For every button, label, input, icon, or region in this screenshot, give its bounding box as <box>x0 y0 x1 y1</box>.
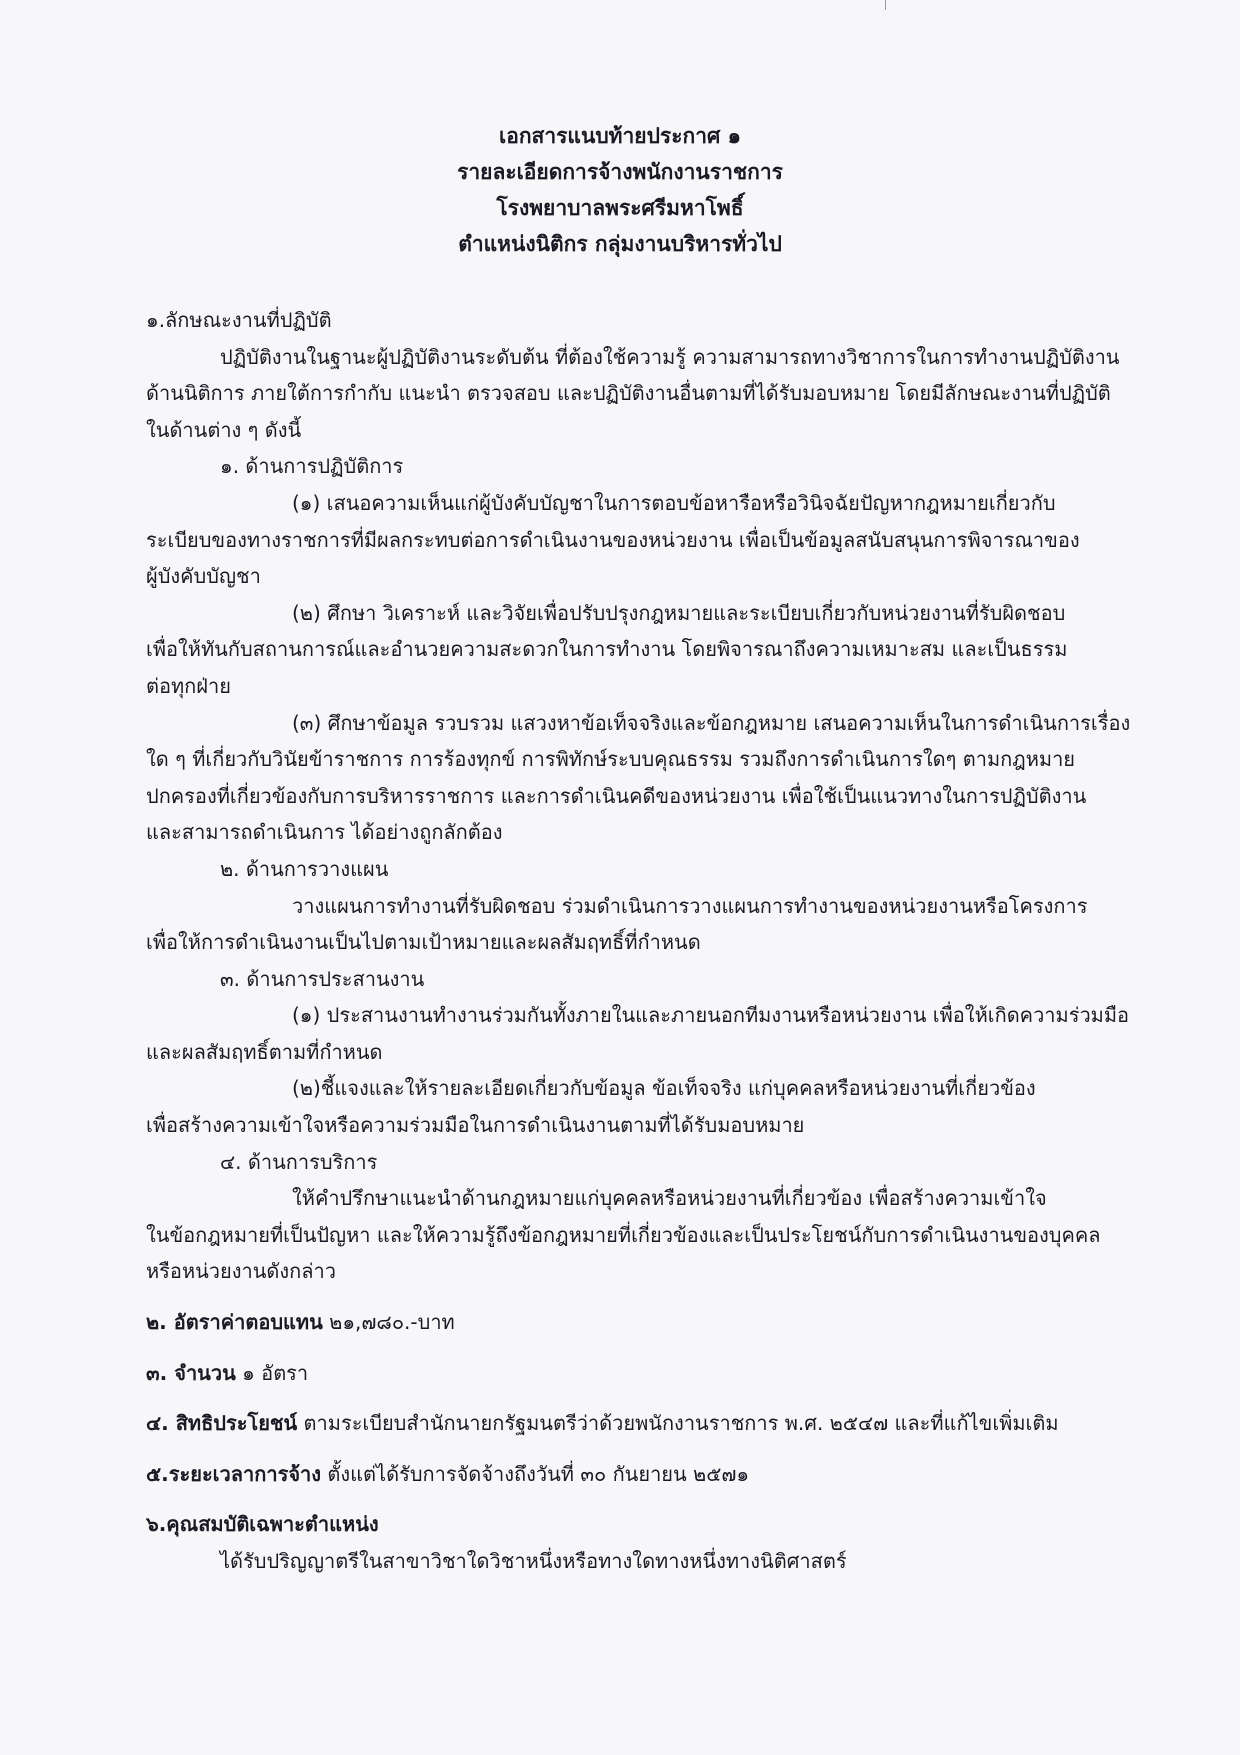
section-6-value: ได้รับปริญญาตรีในสาขาวิชาใดวิชาหนึ่งหรือทางใดทางหนึ่งทางนิติศาสตร์ <box>220 1549 847 1573</box>
section-5-label: ๕.ระยะเวลาการจ้าง <box>146 1461 322 1486</box>
section-6-heading: ๖.คุณสมบัติเฉพาะตำแหน่ง <box>146 1512 379 1537</box>
section-2-compensation <box>146 1304 1146 1341</box>
subsection-heading: ๒. ด้านการวางแผน <box>220 856 389 881</box>
paragraph-line: หรือหน่วยงานดังกล่าว <box>146 1259 336 1284</box>
title-line-1: เอกสารแนบท้ายประกาศ ๑ <box>499 124 741 148</box>
title-line-4: ตำแหน่งนิติกร กลุ่มงานบริหารทั่วไป <box>458 232 782 256</box>
scan-mark <box>885 0 886 10</box>
paragraph-line: วางแผนการทำงานที่รับผิดชอบ ร่วมดำเนินการวางแผนการทำงานของหน่วยงานหรือโครงการ <box>292 893 1088 918</box>
section-3-label: ๓. จำนวน <box>146 1360 236 1385</box>
subsection-heading: ๓. ด้านการประสานงาน <box>220 966 425 991</box>
paragraph-line: (๒)ชี้แจงและให้รายละเอียดเกี่ยวกับข้อมูล ข้อเท็จจริง แก่บุคคลหรือหน่วยงานที่เกี่ยวข้อง <box>292 1076 1036 1101</box>
paragraph-line: ในข้อกฎหมายที่เป็นปัญหา และให้ความรู้ถึงข้อกฎหมายที่เกี่ยวข้องและเป็นประโยชน์กับการดำเนินงานของบุคคล <box>146 1222 1101 1247</box>
paragraph-line: ปฏิบัติงานในฐานะผู้ปฏิบัติงานระดับต้น ที่ต้องใช้ความรู้ ความสามารถทางวิชาการในการทำงานปฏิบัติงาน <box>220 344 1120 369</box>
document-title <box>0 118 1240 262</box>
paragraph-line: และผลสัมฤทธิ์ตามที่กำหนด <box>146 1039 383 1064</box>
paragraph-line: ผู้บังคับบัญชา <box>146 564 261 589</box>
paragraph-line: ใด ๆ ที่เกี่ยวกับวินัยข้าราชการ การร้องทุกข์ การพิทักษ์ระบบคุณธรรม รวมถึงการดำเนินการใดๆ ตามกฎหมาย <box>146 747 1076 772</box>
paragraph-line: (๑) เสนอความเห็นแก่ผู้บังคับบัญชาในการตอบข้อหารือหรือวินิจฉัยปัญหากฎหมายเกี่ยวกับ <box>292 490 1056 515</box>
subsection-heading: ๔. ด้านการบริการ <box>220 1149 378 1174</box>
section-5-value: ตั้งแต่ได้รับการจัดจ้างถึงวันที่ ๓๐ กันยายน ๒๕๗๑ <box>327 1461 750 1486</box>
paragraph-line: ระเบียบของทางราชการที่มีผลกระทบต่อการดำเนินงานของหน่วยงาน เพื่อเป็นข้อมูลสนับสนุนการพิจารณาของ <box>146 527 1080 552</box>
section-2-value: ๒๑,๗๘๐.-บาท <box>329 1310 455 1335</box>
title-line-2: รายละเอียดการจ้างพนักงานราชการ <box>457 160 783 184</box>
section-5-period <box>146 1456 1146 1493</box>
paragraph-line: เพื่อให้การดำเนินงานเป็นไปตามเป้าหมายและผลสัมฤทธิ์ที่กำหนด <box>146 930 701 955</box>
paragraph-line: (๒) ศึกษา วิเคราะห์ และวิจัยเพื่อปรับปรุงกฎหมายและระเบียบเกี่ยวกับหน่วยงานที่รับผิดชอบ <box>292 600 1066 625</box>
section-2-label: ๒. อัตราค่าตอบแทน <box>146 1310 323 1335</box>
paragraph-line: ให้คำปรึกษาแนะนำด้านกฎหมายแก่บุคคลหรือหน่วยงานที่เกี่ยวข้อง เพื่อสร้างความเข้าใจ <box>292 1186 1047 1211</box>
paragraph-line: ในด้านต่าง ๆ ดังนี้ <box>146 417 302 442</box>
paragraph-line: และสามารถดำเนินการ ได้อย่างถูกลักต้อง <box>146 820 503 845</box>
paragraph-line: เพื่อสร้างความเข้าใจหรือความร่วมมือในการดำเนินงานตามที่ได้รับมอบหมาย <box>146 1113 805 1138</box>
paragraph-line: (๑) ประสานงานทำงานร่วมกันทั้งภายในและภายนอกทีมงานหรือหน่วยงาน เพื่อให้เกิดความร่วมมือ <box>292 1003 1130 1028</box>
paragraph-line: ต่อทุกฝ่าย <box>146 673 231 698</box>
paragraph-line: (๓) ศึกษาข้อมูล รวบรวม แสวงหาข้อเท็จจริงและข้อกฎหมาย เสนอความเห็นในการดำเนินการเรื่อง <box>292 710 1131 735</box>
section-4-benefits <box>146 1405 1146 1442</box>
section-4-label: ๔. สิทธิประโยชน์ <box>146 1411 298 1436</box>
section-1-heading: ๑.ลักษณะงานที่ปฏิบัติ <box>146 308 332 332</box>
section-3-value: ๑ อัตรา <box>242 1360 309 1385</box>
paragraph-line: ปกครองที่เกี่ยวข้องกับการบริหารราชการ และการดำเนินคดีของหน่วยงาน เพื่อใช้เป็นแนวทางในการปฏิบัติงาน <box>146 783 1087 808</box>
paragraph-line: ด้านนิติการ ภายใต้การกำกับ แนะนำ ตรวจสอบ และปฏิบัติงานอื่นตามที่ได้รับมอบหมาย โดยมีลักษณะงานที่ปฏิบัติ <box>146 381 1111 406</box>
section-4-value: ตามระเบียบสำนักนายกรัฐมนตรีว่าด้วยพนักงานราชการ พ.ศ. ๒๕๔๗ และที่แก้ไขเพิ่มเติม <box>303 1411 1059 1436</box>
title-line-3: โรงพยาบาลพระศรีมหาโพธิ์ <box>496 196 744 220</box>
paragraph-line: เพื่อให้ทันกับสถานการณ์และอำนวยความสะดวกในการทำงาน โดยพิจารณาถึงความเหมาะสม และเป็นธรรม <box>146 637 1068 662</box>
document-body <box>146 302 1146 1580</box>
subsection-heading: ๑. ด้านการปฏิบัติการ <box>220 454 404 479</box>
section-3-quantity <box>146 1355 1146 1392</box>
